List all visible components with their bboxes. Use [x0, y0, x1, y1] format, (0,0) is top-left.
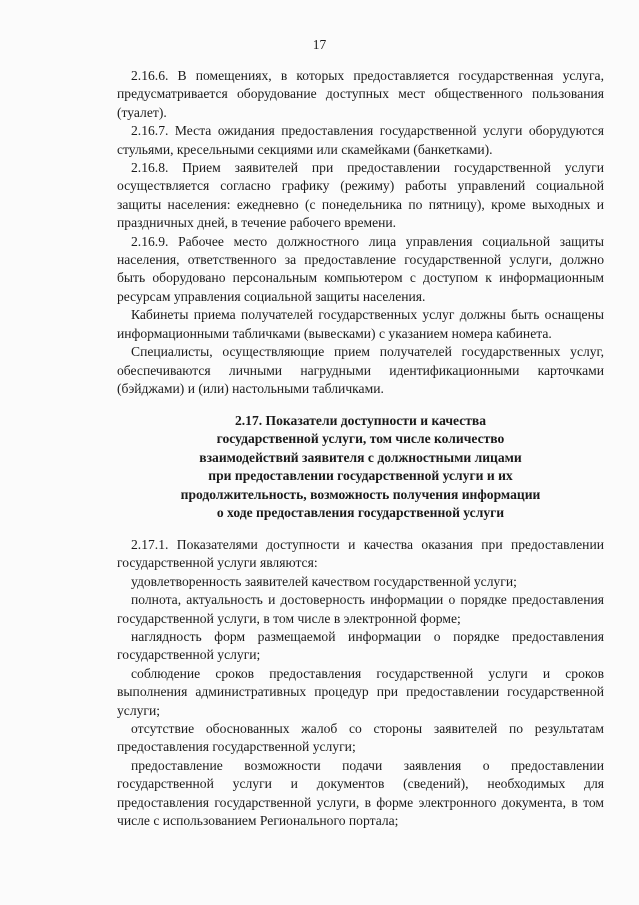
- list-item-electronic-submission: предоставление возможности подачи заявления о предоставлении государственной услуги и документов (сведений), необходимых для предоставления государственной услуги, в форме электронного документа, в том числе с использованием Регионального портала;: [117, 757, 604, 829]
- paragraph-2-16-9: 2.16.9. Рабочее место должностного лица управления социальной защиты населения, ответственного за предоставление государственной услуги, должно быть оборудовано персональным компьютером с доступом к информационным ресурсам управления социальной защиты населения.: [117, 233, 604, 304]
- paragraph-specialists: Специалисты, осуществляющие прием получателей государственных услуг, обеспечиваются личными нагрудными идентификационными карточками (бэйджами) и (или) настольными табличками.: [117, 344, 604, 396]
- list-item-completeness: полнота, актуальность и достоверность информации о порядке предоставления государственной услуги, в том числе в электронной форме;: [117, 592, 604, 626]
- paragraph-2-16-6: 2.16.6. В помещениях, в которых предоставляется государственная услуга, предусматривается оборудование доступных мест общественного пользования (туалет).: [117, 68, 604, 120]
- list-item-deadlines: соблюдение сроков предоставления государственной услуги и сроков выполнения административных процедур при предоставлении государственной услуги;: [117, 665, 604, 718]
- page-number: 17: [312, 37, 327, 52]
- section-heading-2-17: [117, 412, 604, 522]
- body-text-upper: [117, 67, 604, 398]
- list-item-satisfaction: удовлетворенность заявителей качеством государственной услуги;: [131, 573, 517, 589]
- section-heading-line: при предоставлении государственной услуги и их: [208, 468, 513, 484]
- list-item-complaints: отсутствие обоснованных жалоб со стороны заявителей по результатам предоставления государственной услуги;: [117, 721, 604, 755]
- section-heading-line: 2.17. Показатели доступности и качества: [234, 413, 487, 428]
- section-heading-line: продолжительность, возможность получения информации: [180, 486, 541, 502]
- section-heading-line: о ходе предоставления государственной услуги: [216, 505, 505, 521]
- paragraph-2-16-7: 2.16.7. Места ожидания предоставления государственной услуги оборудуются стульями, кресельными секциями или скамейками (банкетками).: [117, 123, 604, 157]
- paragraph-cabinets: Кабинеты приема получателей государственных услуг должны быть оснащены информационными табличками (вывесками) с указанием номера кабинета.: [117, 307, 604, 341]
- section-heading-line: государственной услуги, том числе количество: [216, 431, 505, 447]
- section-heading-line: взаимодействий заявителя с должностными лицами: [199, 449, 522, 465]
- list-item-visibility: наглядность форм размещаемой информации о порядке предоставления государственной услуги;: [117, 629, 604, 663]
- paragraph-2-16-8: 2.16.8. Прием заявителей при предоставлении государственной услуги осуществляется согласно графику (режиму) работы управлений социальной защиты населения: ежедневно (с понедельника по пятницу), кроме выходных и праздничных дней, в течение рабочего времени.: [117, 160, 604, 231]
- paragraph-2-17-1: 2.17.1. Показателями доступности и качества оказания при предоставлении государственной услуги являются:: [117, 537, 604, 571]
- body-text-lower: [117, 536, 604, 831]
